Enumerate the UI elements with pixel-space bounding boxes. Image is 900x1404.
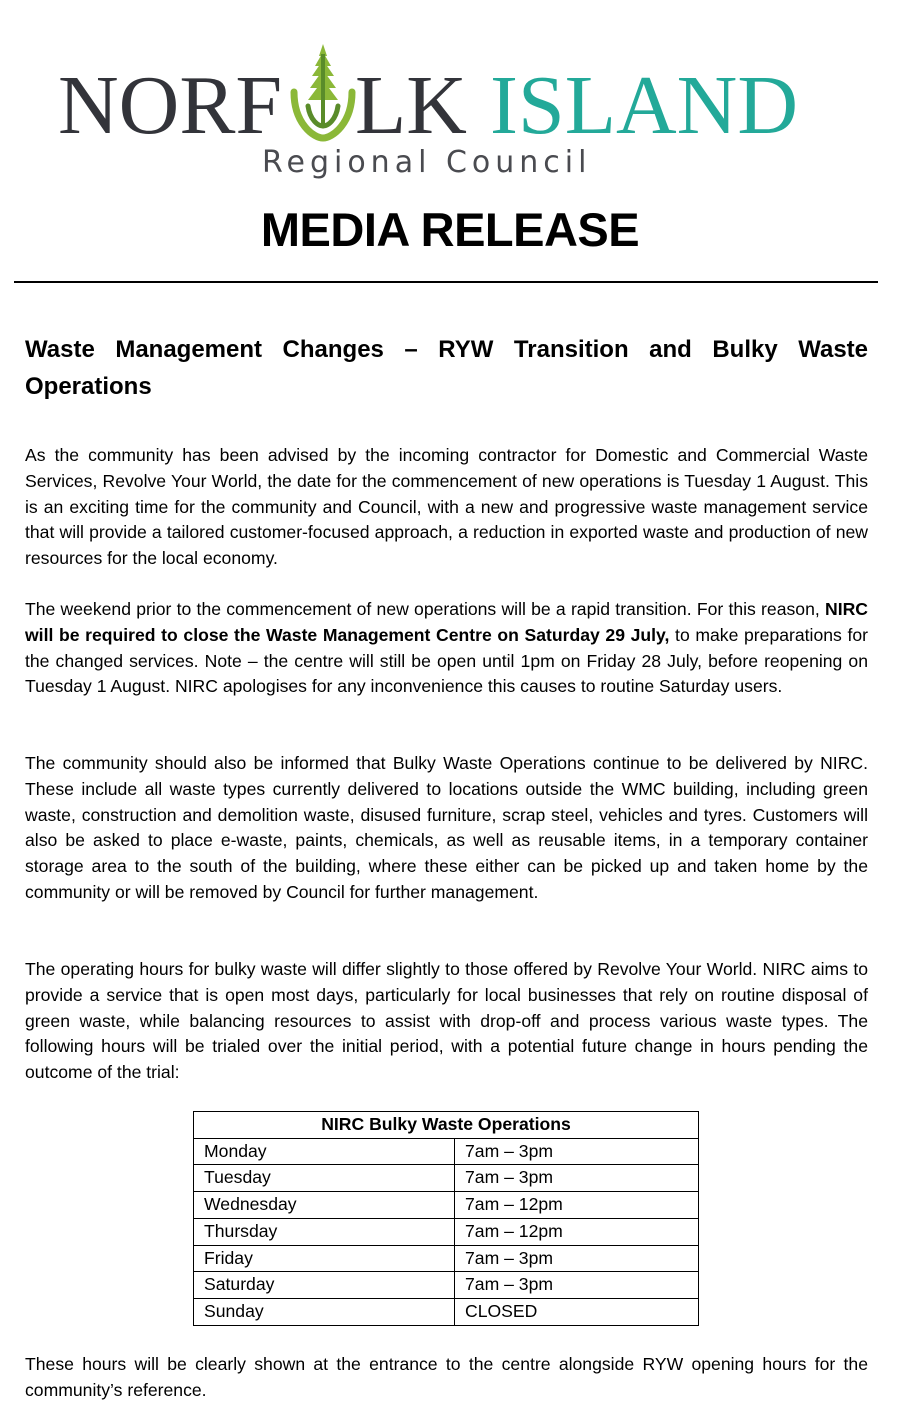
table-row	[194, 1218, 699, 1245]
hours-cell: 7am – 3pm	[455, 1165, 699, 1192]
paragraph-4: The operating hours for bulky waste will differ slightly to those offered by Revolve Your World. NIRC aims to provide a service that is open most days, particularly for local businesses that rely on routine disposal of green waste, while balancing resources to assist with drop-off and process various waste types. The following hours will be trialed over the initial period, with a potential future change in hours pending the outcome of the trial:	[25, 959, 868, 1083]
hours-cell: CLOSED	[455, 1298, 699, 1325]
hours-cell: 7am – 3pm	[455, 1272, 699, 1299]
day-cell: Tuesday	[194, 1165, 455, 1192]
bulky-waste-hours-table	[193, 1111, 699, 1326]
norfolk-island-logo	[0, 38, 900, 188]
logo-subtitle: Regional Council	[262, 145, 592, 180]
table-row	[194, 1165, 699, 1192]
logo-text-island: ISLAND	[490, 59, 798, 152]
hours-cell: 7am – 12pm	[455, 1218, 699, 1245]
table-row	[194, 1245, 699, 1272]
paragraph-1: As the community has been advised by the incoming contractor for Domestic and Commercial Waste Services, Revolve Your World, the date for the commencement of new operations is Tuesday 1 August. This is an exciting time for the community and Council, with a new and progressive waste management service that will provide a tailored customer-focused approach, a reduction in exported waste and production of new resources for the local economy.	[25, 445, 868, 569]
hours-cell: 7am – 3pm	[455, 1245, 699, 1272]
table-row	[194, 1298, 699, 1325]
title-divider	[14, 281, 878, 283]
paragraph-2-lead: The weekend prior to the commencement of new operations will be a rapid transition. For this reason,	[25, 599, 825, 619]
paragraph-3: The community should also be informed that Bulky Waste Operations continue to be delivered by NIRC. These include all waste types currently delivered to locations outside the WMC building, including green waste, construction and demolition waste, disused furniture, scrap steel, vehicles and tyres. Customers will also be asked to place e-waste, paints, chemicals, as well as reusable items, in a temporary container storage area to the south of the building, where these either can be picked up and taken home by the community or will be removed by Council for further management.	[25, 753, 868, 902]
day-cell: Wednesday	[194, 1192, 455, 1219]
article-heading: Waste Management Changes – RYW Transition and Bulky Waste Operations	[25, 336, 868, 400]
norfolk-pine-icon	[288, 44, 358, 148]
paragraph-5: These hours will be clearly shown at the entrance to the centre alongside RYW opening hours for the community’s reference.	[25, 1354, 868, 1400]
day-cell: Saturday	[194, 1272, 455, 1299]
day-cell: Thursday	[194, 1218, 455, 1245]
closure-notice: NIRC will be required to close the Waste Management Centre on Saturday 29 July,	[25, 599, 868, 645]
table-row	[194, 1272, 699, 1299]
day-cell: Monday	[194, 1138, 455, 1165]
hours-cell: 7am – 12pm	[455, 1192, 699, 1219]
paragraph-2	[25, 597, 868, 700]
media-release-title: MEDIA RELEASE	[260, 203, 640, 256]
table-header-row	[194, 1112, 699, 1139]
table-row	[194, 1138, 699, 1165]
hours-cell: 7am – 3pm	[455, 1138, 699, 1165]
logo-text-norf: NORF	[58, 59, 283, 152]
day-cell: Sunday	[194, 1298, 455, 1325]
day-cell: Friday	[194, 1245, 455, 1272]
table-row	[194, 1192, 699, 1219]
logo-text-lk: LK	[355, 59, 467, 152]
table-caption: NIRC Bulky Waste Operations	[194, 1112, 699, 1139]
paragraph-2-rest: to make preparations for the changed services. Note – the centre will still be open until 1pm on Friday 28 July, before reopening on Tuesday 1 August. NIRC apologises for any inconvenience this causes to routine Saturday users.	[25, 624, 868, 697]
